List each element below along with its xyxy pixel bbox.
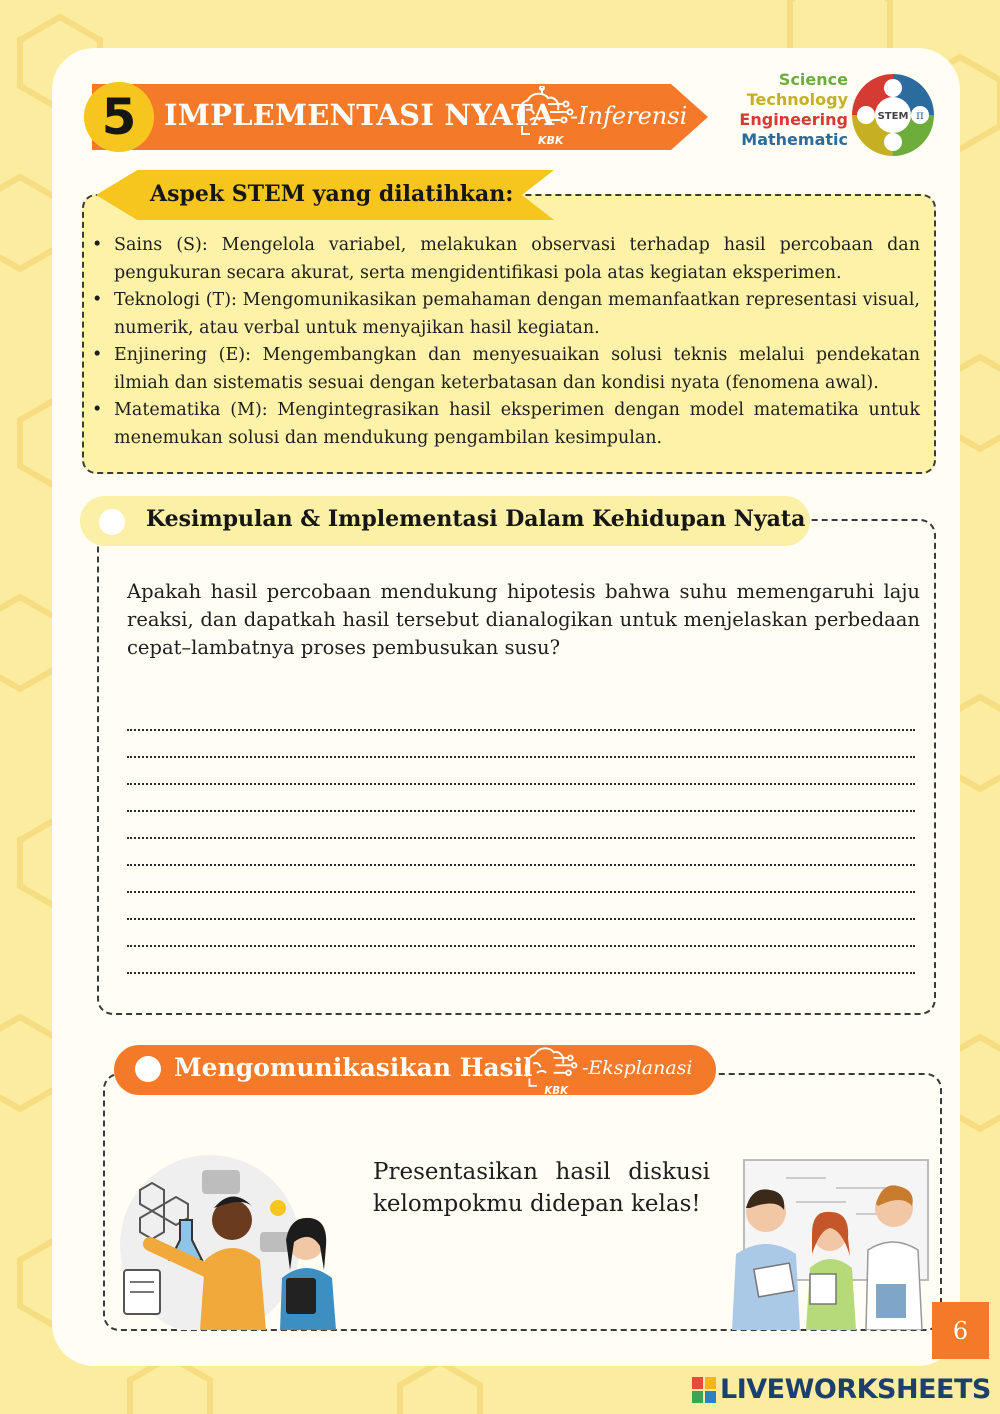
answer-line[interactable] — [127, 704, 915, 731]
answer-line[interactable] — [127, 839, 915, 866]
answer-line[interactable] — [127, 812, 915, 839]
answer-line[interactable] — [127, 758, 915, 785]
communicate-instruction: Presentasikan hasil diskusi kelompokmu didepan kelas! — [373, 1159, 710, 1217]
kbk-badge: KBK — [544, 1085, 569, 1097]
section-title: IMPLEMENTASI NYATA — [164, 98, 555, 132]
section-subtitle: -Inferensi — [570, 102, 688, 130]
liveworksheets-logo-icon — [692, 1377, 716, 1403]
stem-logo-words — [739, 70, 848, 150]
page-number: 6 — [932, 1302, 989, 1359]
bullet-dot-icon — [99, 509, 125, 535]
answer-line[interactable] — [127, 866, 915, 893]
answer-area[interactable] — [127, 704, 915, 974]
stem-word-engineering: Engineering — [739, 110, 848, 129]
answer-line[interactable] — [127, 947, 915, 974]
conclusion-question: Apakah hasil percobaan mendukung hipotesis bahwa suhu memengaruhi laju reaksi, dan dapatkah hasil tersebut dianalogikan untuk menjelaskan perbedaan cepat–lambatnya proses pembusukan susu? — [127, 580, 920, 659]
communicate-subtitle: -Eksplanasi — [582, 1057, 693, 1079]
stem-word-mathematic: Mathematic — [741, 130, 848, 149]
answer-line[interactable] — [127, 785, 915, 812]
liveworksheets-branding[interactable] — [692, 1374, 991, 1405]
aspect-item-technology: • Teknologi (T): Mengomunikasikan pemahaman dengan memanfaatkan representasi visual, numerik, atau verbal untuk menyajikan hasil kegiatan. — [92, 287, 920, 342]
communicate-title: Mengomunikasikan Hasil — [174, 1053, 533, 1082]
stem-circle-logo — [850, 72, 936, 158]
stem-aspects-list — [92, 232, 920, 452]
group-presentation-illustration — [726, 1158, 932, 1330]
liveworksheets-text: LIVEWORKSHEETS — [720, 1374, 991, 1405]
kbk-badge: KBK — [538, 134, 564, 147]
brain-circuit-icon — [512, 86, 574, 148]
bullet-dot-icon — [135, 1056, 161, 1082]
aspect-item-engineering: • Enjinering (E): Mengembangkan dan menyesuaikan solusi teknis melalui pendekatan ilmiah dan sistematis sesuai dengan keterbatasan dan kondisi nyata (fenomena awal). — [92, 342, 920, 397]
stem-aspects-heading: Aspek STEM yang dilatihkan: — [150, 181, 514, 207]
stem-word-science: Science — [778, 70, 848, 89]
brain-circuit-icon — [520, 1043, 578, 1097]
svg-text:π: π — [916, 108, 924, 122]
answer-line[interactable] — [127, 920, 915, 947]
conclusion-title: Kesimpulan & Implementasi Dalam Kehidupan Nyata — [146, 506, 806, 532]
answer-line[interactable] — [127, 893, 915, 920]
section-number-badge: 5 — [84, 82, 154, 152]
students-discussion-illustration — [110, 1150, 360, 1330]
answer-line[interactable] — [127, 731, 915, 758]
aspect-item-science: • Sains (S): Mengelola variabel, melakukan observasi terhadap hasil percobaan dan pengukuran secara akurat, serta mengidentifikasi pola atas kegiatan eksperimen. — [92, 232, 920, 287]
aspect-item-math: • Matematika (M): Mengintegrasikan hasil eksperimen dengan model matematika untuk menemukan solusi dan mendukung pengambilan kesimpulan. — [92, 397, 920, 452]
stem-center-label: STEM — [877, 111, 909, 122]
stem-word-technology: Technology — [746, 90, 848, 109]
